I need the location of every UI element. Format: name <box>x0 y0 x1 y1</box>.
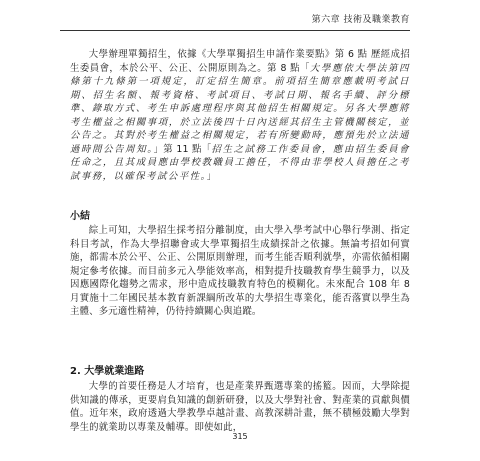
paragraph-text: 」 <box>206 170 217 182</box>
page-number: 315 <box>232 432 248 441</box>
paragraph-text: 大學辦理單獨招生，依據《大學單獨招生申請作業要點》第 6 點 歷經成招生委員會，本於公平、公正、公開原則為之。第 8 點「 <box>70 49 410 74</box>
paragraph-admission-rules <box>70 48 410 183</box>
section-heading-employment: 2. 大學就業進路 <box>70 366 145 377</box>
quoted-regulation: 招生之試務工作委員會，應由招生委員會任命之，且其成員應由學校教職員工擔任，不得由非學校人員擔任之考試事務，以確保考試公平性。 <box>70 143 410 182</box>
paragraph-employment: 大學的首要任務是人才培育，也是產業界甄選專業的搖籃。因而，大學除提供知識的傳承，更要肩負知識的創新研發，以及大學對社會、對產業的貢獻與價值。近年來，政府透過大學教學卓越計畫、高教深耕計畫，無不積極鼓勵大學對學生的就業助以專業及輔導。即使如此， <box>70 381 410 433</box>
section-heading-summary: 小結 <box>70 211 90 222</box>
paragraph-summary: 綜上可知，大學招生採考招分離制度，由大學入學考試中心舉行學測、指定科目考試，作為大學招聯會或大學單獨招生成績採計之依據。無論考招如何實施，都需本於公平、公正、公開原則辦理，而考生能否順利就學，亦需依循相關規定參考依據。而目前多元入學能效率高，相對提升技職教育學生競爭力，以及因應國際化趨勢之需求，形中造成技職教育特色的模糊化。未來配合 108 年 8 月實施十二年國民基本教育新課綱所改革的大學招生專業化，能否落實以學生為主體、多元適性精神，仍待持續關心與追蹤。 <box>70 225 410 317</box>
page-header <box>60 12 410 31</box>
quoted-regulation: 大學應依大學法第四條第十九條第一項規定，訂定招生簡章。前項招生簡章應載明考試日期、招生名額、報考資格、考試項目、考試日期、報名手續、評分標準、錄取方式、考生申訴處理程序與其他招生相關規定。另各大學應將考生權益之相關事項，於立法後四十日內送經其招生主管機關核定，並公告之。其對於考生權益之相關規定，若有所變動時，應預先於立法通過時間公告周知。 <box>70 62 410 155</box>
paragraph-text: 」第 11 點「 <box>153 143 212 155</box>
chapter-title: 第六章 技術及職業教育 <box>311 15 410 25</box>
